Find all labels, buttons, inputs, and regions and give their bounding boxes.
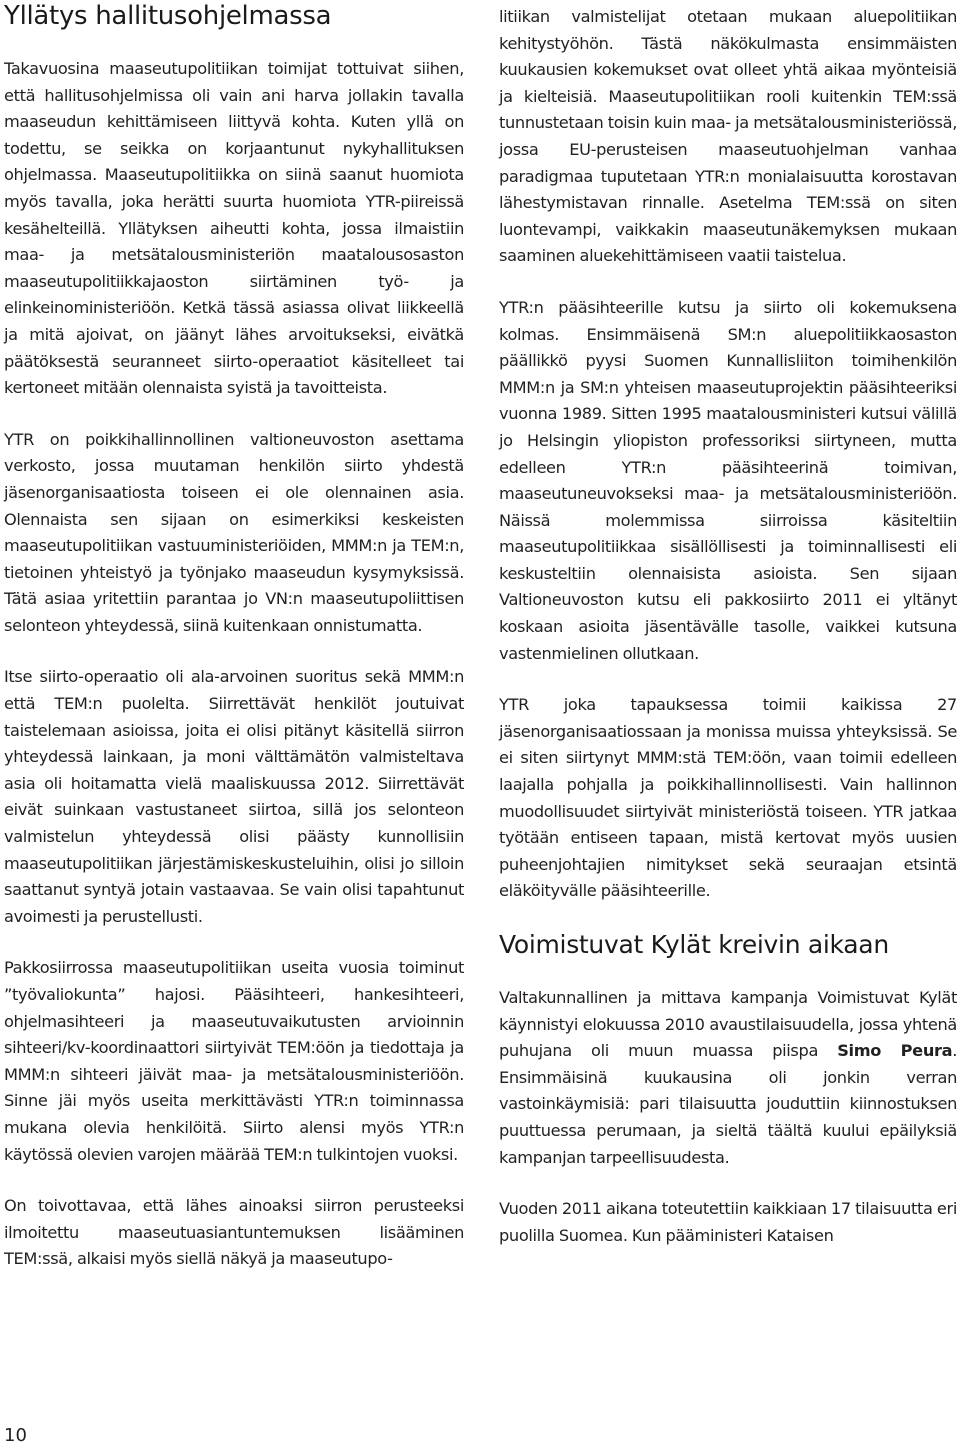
text-run: . Ensimmäisinä kuukausina oli jonkin verran vastoinkäymisiä: pari tilaisuutta jouduttiin kiinnostuksen puuttuessa perumaan, ja sieltä täältä kuului epäilyksiä kampanjan tarpeellisuudesta. xyxy=(499,1041,957,1167)
right-column xyxy=(499,0,957,1274)
paragraph: YTR joka tapauksessa toimii kaikissa 27 jäsenorganisaatiossaan ja monissa muissa yhteyksissä. Se ei siten siirtynyt MMM:stä TEM:öön, vaan toimii edelleen laajalla pohjalla ja poikkihallinnollisesti. Vain hallinnon muodollisuudet siirtyivät ministeriöstä toiseen. YTR jatkaa työtään entiseen tapaan, mistä kertovat myös uusien puheenjohtajien nimitykset sekä seuraajan etsintä eläköityvälle pääsihteerille. xyxy=(499,695,957,901)
left-column xyxy=(4,0,464,1298)
paragraph: YTR on poikkihallinnollinen valtioneuvoston asettama verkosto, jossa muutaman henkilön siirto yhdestä jäsenorganisaatiosta toiseen ei ole olennainen asia. Olennaista sen sijaan on esimerkiksi keskeisten maaseutupolitiikan vastuuministeriöiden, MMM:n ja TEM:n, tietoinen yhteistyö ja työnjako maaseudun kysymyksissä. Tätä asiaa yritettiin parantaa jo VN:n maaseutupoliittisen selonteon yhteydessä, siinä kuitenkaan onnistumatta. xyxy=(4,429,464,635)
page-number: 10 xyxy=(4,1425,27,1446)
paragraph xyxy=(499,985,957,1171)
text-run: Valtakunnallinen ja mittava kampanja Voimistuvat Kylät käynnistyi elokuussa 2010 avaustilaisuudella, jossa yhtenä puhujana oli muun muassa piispa xyxy=(499,988,957,1061)
paragraph: YTR:n pääsihteerille kutsu ja siirto oli kokemuksena kolmas. Ensimmäisenä SM:n aluepolitiikkaosaston päällikkö pyysi Suomen Kunnallisliiton toimihenkilön MMM:n ja SM:n yhteisen maaseutuprojektin pääsihteeriksi vuonna 1989. Sitten 1995 maatalousministeri kutsui välillä jo Helsingin yliopiston professoriksi siirtyneen, mutta edelleen YTR:n pääsihteerinä toimivan, maaseutuneuvokseksi maa- ja metsätalousministeriöön. Näissä molemmissa siirroissa käsiteltiin maaseutupolitiikkaa sisällöllisesti ja toiminnallisesti eli keskusteltiin olennaisista asioista. Sen sijaan Valtioneuvoston kutsu eli pakkosiirto 2011 ei yltänyt koskaan asioita jäsentävälle tasolle, vaikkei kutsuna vastenmielinen ollutkaan. xyxy=(499,297,957,663)
paragraph: litiikan valmistelijat otetaan mukaan aluepolitiikan kehitystyöhön. Tästä näkökulmasta ensimmäisten kuukausien kokemukset ovat olleet yhtä aikaa myönteisiä ja kielteisiä. Maaseutupolitiikan rooli kuitenkin TEM:ssä tunnustetaan toisin kuin maa- ja metsätalousministeriössä, jossa EU-perusteisen maaseutuohjelman vanhaa paradigmaa tuputetaan YTR:n monialaisuutta korostavan lähestymistavan rinnalle. Asetelma TEM:ssä on siten luontevampi, vaikkakin maaseutunäkemyksen mukaan saaminen aluekehittämiseen vaatii taistelua. xyxy=(499,7,957,266)
paragraph: Vuoden 2011 aikana toteutettiin kaikkiaan 17 tilaisuutta eri puolilla Suomea. Kun pääministeri Kataisen xyxy=(499,1199,957,1245)
paragraph: Pakkosiirrossa maaseutupolitiikan useita vuosia toiminut ”työvaliokunta” hajosi. Pääsihteeri, hankesihteeri, ohjelmasihteeri ja maaseutuvaikutusten arvioinnin sihteeri/kv-koordinaattori siirtyivät TEM:öön ja tiedottaja ja MMM:n sihteeri jäivät maa- ja metsätalousministeriöön. Sinne jäi myös useita merkittävästi YTR:n toiminnassa mukana olevia henkilöitä. Siirto alensi myös YTR:n käytössä olevien varojen määrää TEM:n tulkintojen vuoksi. xyxy=(4,958,464,1164)
section-heading-villages: Voimistuvat Kylät kreivin aikaan xyxy=(499,930,889,959)
paragraph: On toivottavaa, että lähes ainoaksi siirron perusteeksi ilmoitettu maaseutuasiantuntemuksen lisääminen TEM:ssä, alkaisi myös siellä näkyä ja maaseutupo- xyxy=(4,1196,464,1269)
paragraph: Itse siirto-operaatio oli ala-arvoinen suoritus sekä MMM:n että TEM:n puolelta. Siirrettävät henkilöt joutuivat taistelemaan asioissa, joita ei olisi pitänyt käsitellä siirron yhteydessä lainkaan, ja moni välttämätön valmisteltava asia oli hoitamatta vielä maaliskuussa 2012. Siirrettävät eivät suinkaan vastustaneet siirtoa, sillä jos selonteon valmistelun yhteydessä olisi päästy kunnollisiin maaseutupolitiikan järjestämiskeskusteluihin, olisi jo silloin saattanut syntyä jotain vastaavaa. Se vain olisi tapahtunut avoimesti ja perustellusti. xyxy=(4,667,464,926)
paragraph: Takavuosina maaseutupolitiikan toimijat tottuivat siihen, että hallitusohjelmissa oli vain ani harva jollakin tavalla maaseudun kehittämiseen liittyvä kohta. Kuten yllä on todettu, se seikka on korjaantunut nykyhallituksen ohjelmassa. Maaseutupolitiikka on siinä saanut huomiota myös tavalla, joka herätti suurta huomiota YTR-piireissä kesähelteillä. Yllätyksen aiheutti kohta, jossa ilmaistiin maa- ja metsätalousministeriön maatalousosaston maaseutupolitiikkajaoston siirtäminen työ- ja elinkeinoministeriöön. Ketkä tässä asiassa olivat liikkeellä ja mitä ajoivat, on jäänyt lähes arvoitukseksi, eivätkä päätöksestä seuranneet siirto-operaatiot käsitelleet tai kertoneet mitään olennaista syistä ja tavoitteista. xyxy=(4,59,464,398)
section-heading-surprise: Yllätys hallitusohjelmassa xyxy=(4,1,332,31)
person-name-bold: Simo Peura xyxy=(837,1041,953,1061)
